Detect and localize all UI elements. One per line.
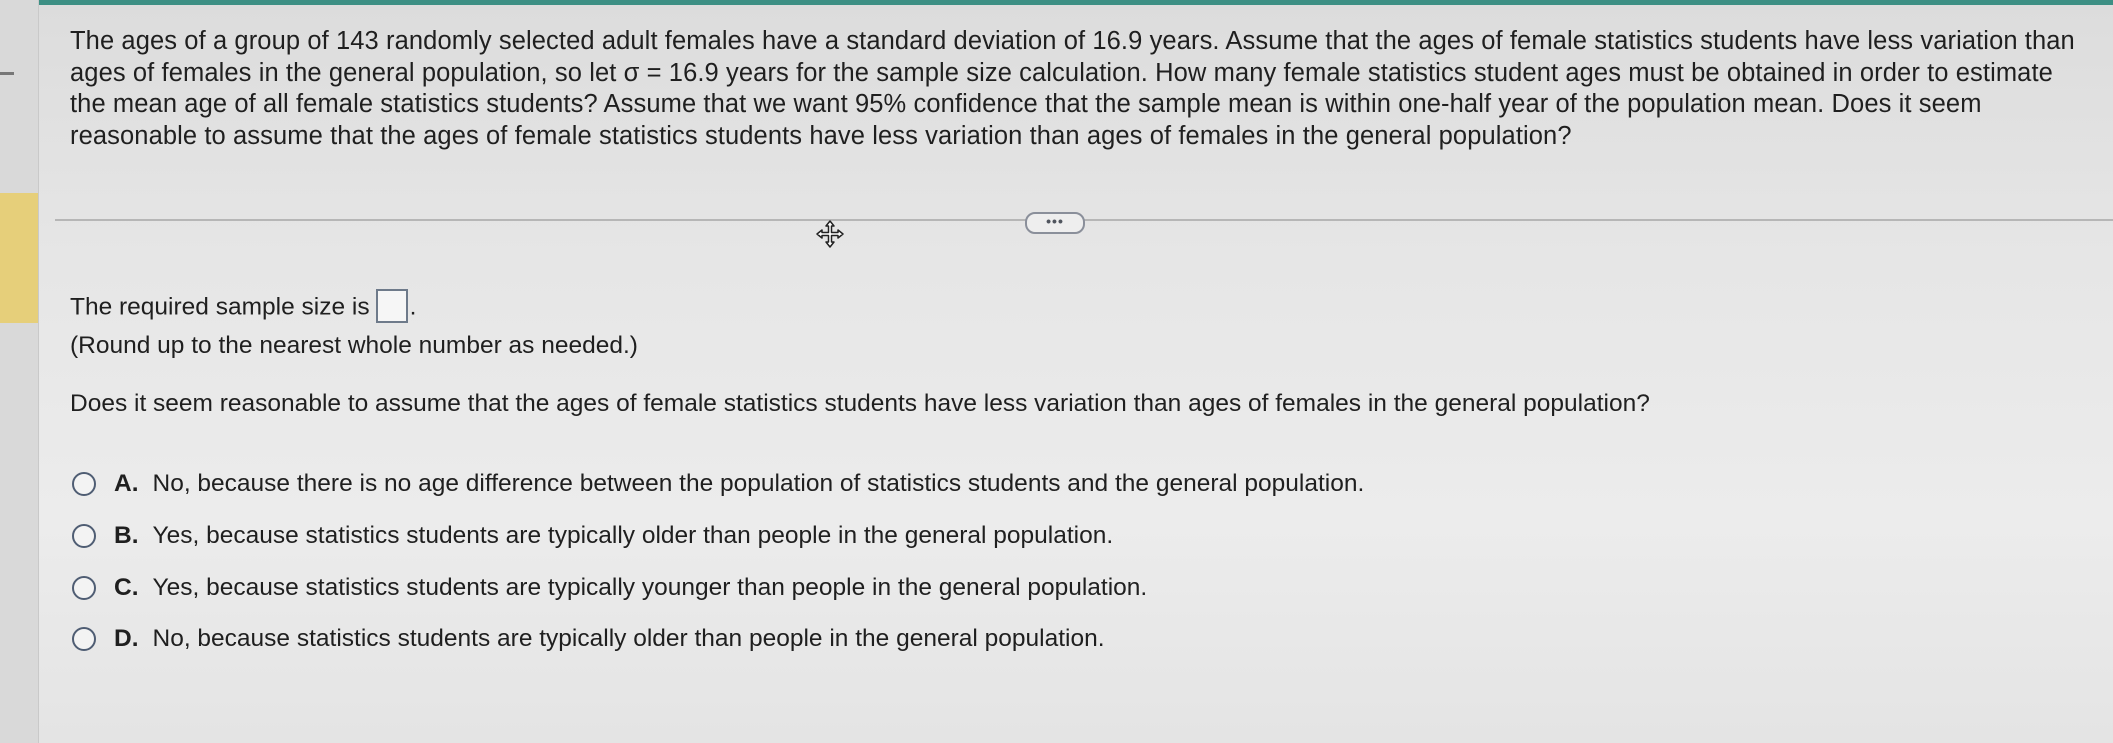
question-text: The ages of a group of 143 randomly selected adult females have a standard deviation of 16.9 years. Assume that the ages of female statistics students have less variation than ages of females in the general population, so let σ = 16.9 years for the sample size calculation. How many female statistics student ages must be obtained in order to estimate the mean age of all female statistics students? Assume that we want 95% confidence that the sample mean is within one-half year of the population mean. Does it seem reasonable to assume that the ages of female statistics students have less variation than ages of females in the general population? [70, 27, 2075, 150]
option-c[interactable] [72, 572, 1147, 604]
sidebar-highlight [0, 193, 38, 323]
option-text: Yes, because statistics students are typically older than people in the general population. [152, 522, 1114, 549]
left-sidebar-strip [0, 0, 39, 743]
radio-button-icon[interactable] [72, 627, 96, 651]
followup-question: Does it seem reasonable to assume that the ages of female statistics students have less variation than ages of females in the general population? [70, 390, 1650, 417]
option-text: Yes, because statistics students are typically younger than people in the general population. [152, 574, 1148, 601]
radio-button-icon[interactable] [72, 472, 96, 496]
rounding-hint: (Round up to the nearest whole number as needed.) [70, 332, 638, 359]
option-a[interactable] [72, 468, 1364, 500]
more-options-button[interactable]: ••• [1025, 212, 1085, 234]
option-letter: A. [114, 470, 139, 497]
option-b[interactable] [72, 520, 1113, 552]
option-letter: C. [114, 574, 139, 601]
option-letter: D. [114, 625, 139, 652]
collapse-tick[interactable] [0, 72, 14, 75]
option-text: No, because statistics students are typically older than people in the general population. [152, 625, 1105, 652]
sample-size-label: The required sample size is [70, 293, 370, 321]
option-d[interactable] [72, 623, 1105, 655]
option-letter: B. [114, 522, 139, 549]
radio-button-icon[interactable] [72, 576, 96, 600]
sample-size-suffix: . [409, 293, 417, 321]
top-accent-bar [0, 0, 2113, 5]
sample-size-row [70, 291, 416, 325]
radio-button-icon[interactable] [72, 524, 96, 548]
option-text: No, because there is no age difference between the population of statistics students and the general population. [152, 470, 1365, 497]
sample-size-input[interactable] [376, 289, 408, 323]
move-cursor-icon [815, 219, 845, 249]
